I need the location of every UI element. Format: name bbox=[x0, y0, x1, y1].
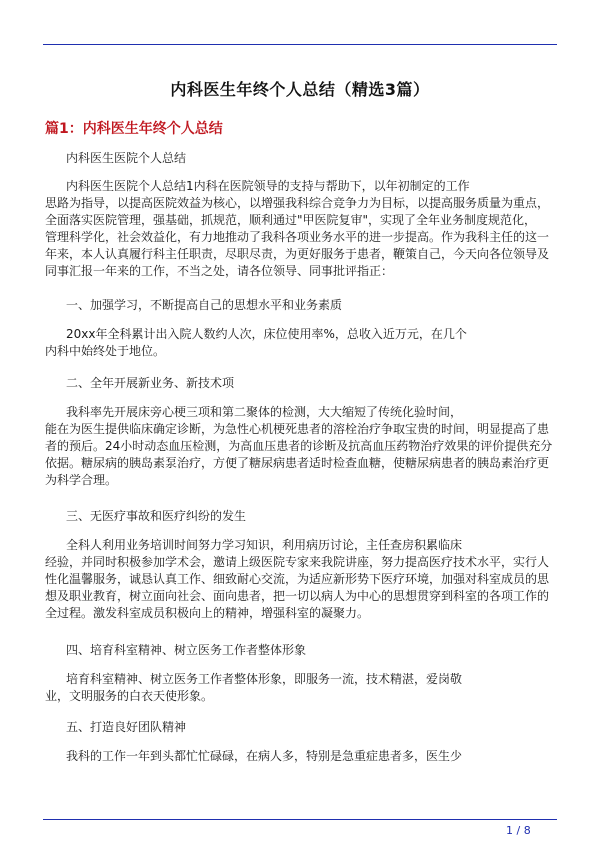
paragraph bbox=[45, 671, 557, 705]
paragraph-line: 业，文明服务的白衣天使形象。 bbox=[45, 689, 214, 703]
paragraph-line: 性化温馨服务，诚恳认真工作、细致耐心交流，为适应新形势下医疗环境，加强对科室成员的思 bbox=[45, 572, 550, 586]
page-indicator: 1 / 8 bbox=[506, 824, 531, 837]
paragraph-line: 经验，并同时积极参加学术会，邀请上级医院专家来我院讲座，努力提高医疗技术水平，实行人 bbox=[45, 555, 550, 569]
paragraph-line: 者的预后。24小时动态血压检测，为高血压患者的诊断及抗高血压药物治疗效果的评价提供充分 bbox=[45, 439, 553, 453]
paragraph bbox=[45, 150, 557, 167]
paragraph-line: 我科的工作一年到头都忙忙碌碌，在病人多，特别是急重症患者多，医生少 bbox=[66, 749, 463, 763]
paragraph-line: 内科中始终处于地位。 bbox=[45, 344, 166, 358]
paragraph bbox=[45, 642, 557, 659]
paragraph bbox=[45, 404, 557, 489]
paragraph bbox=[45, 326, 557, 360]
paragraph-line: 20xx年全科累计出入院人数约人次，床位使用率%，总收入近万元，在几个 bbox=[66, 327, 467, 341]
paragraph bbox=[45, 375, 557, 392]
paragraph bbox=[45, 508, 557, 525]
paragraph-line: 内科医生医院个人总结 bbox=[66, 151, 187, 165]
paragraph-line: 为科学合理。 bbox=[45, 473, 118, 487]
document-title: 内科医生年终个人总结（精选3篇） bbox=[170, 80, 430, 99]
paragraph bbox=[45, 748, 557, 765]
paragraph-line: 一、加强学习，不断提高自己的思想水平和业务素质 bbox=[66, 298, 343, 312]
paragraph-line: 四、培育科室精神、树立医务工作者整体形象 bbox=[66, 643, 307, 657]
paragraph-line: 能在为医生提供临床确定诊断，为急性心机梗死患者的溶栓治疗争取宝贵的时间，明显提高了患 bbox=[45, 422, 550, 436]
paragraph-line: 二、全年开展新业务、新技术项 bbox=[66, 376, 235, 390]
paragraph bbox=[45, 537, 557, 622]
paragraph-line: 全过程。激发科室成员积极向上的精神，增强科室的凝聚力。 bbox=[45, 606, 370, 620]
paragraph-line: 同事汇报一年来的工作，不当之处，请各位领导、同事批评指正： bbox=[45, 264, 394, 278]
paragraph-line: 想及职业教育，树立面向社会、面向患者，把一切以病人为中心的思想贯穿到科室的各项工作的 bbox=[45, 589, 550, 603]
paragraph bbox=[45, 178, 557, 280]
paragraph-line: 全科人利用业务培训时间努力学习知识，利用病历讨论，主任查房积累临床 bbox=[66, 538, 463, 552]
paragraph-line: 我科率先开展床旁心梗三项和第二聚体的检测，大大缩短了传统化验时间， bbox=[66, 405, 463, 419]
paragraph-line: 内科医生医院个人总结1内科在医院领导的支持与帮助下，以年初制定的工作 bbox=[66, 179, 470, 193]
footer-rule bbox=[43, 819, 557, 820]
paragraph-line: 管理科学化，社会效益化，有力地推动了我科各项业务水平的进一步提高。作为我科主任的这一 bbox=[45, 230, 550, 244]
paragraph-line: 全面落实医院管理，强基础，抓规范，顺利通过"甲医院复审"，实现了全年业务制度规范化， bbox=[45, 213, 537, 227]
paragraph-line: 年来，本人认真履行科主任职责，尽职尽责，为更好服务于患者，鞭策自己，今天向各位领导及 bbox=[45, 247, 550, 261]
paragraph bbox=[45, 719, 557, 736]
paragraph-line: 依据。糖尿病的胰岛素泵治疗，方便了糖尿病患者适时检查血糖，使糖尿病患者的胰岛素治疗更 bbox=[45, 456, 550, 470]
paragraph-line: 培育科室精神、树立医务工作者整体形象，即服务一流，技术精湛，爱岗敬 bbox=[66, 672, 463, 686]
paragraph bbox=[45, 297, 557, 314]
paragraph-line: 五、打造良好团队精神 bbox=[66, 720, 187, 734]
paragraph-line: 三、无医疗事故和医疗纠纷的发生 bbox=[66, 509, 247, 523]
paragraph-line: 思路为指导，以提高医院效益为核心，以增强我科综合竞争力为目标，以提高服务质量为重点， bbox=[45, 196, 550, 210]
section-heading: 篇1：内科医生年终个人总结 bbox=[45, 121, 223, 137]
header-rule bbox=[43, 44, 557, 45]
